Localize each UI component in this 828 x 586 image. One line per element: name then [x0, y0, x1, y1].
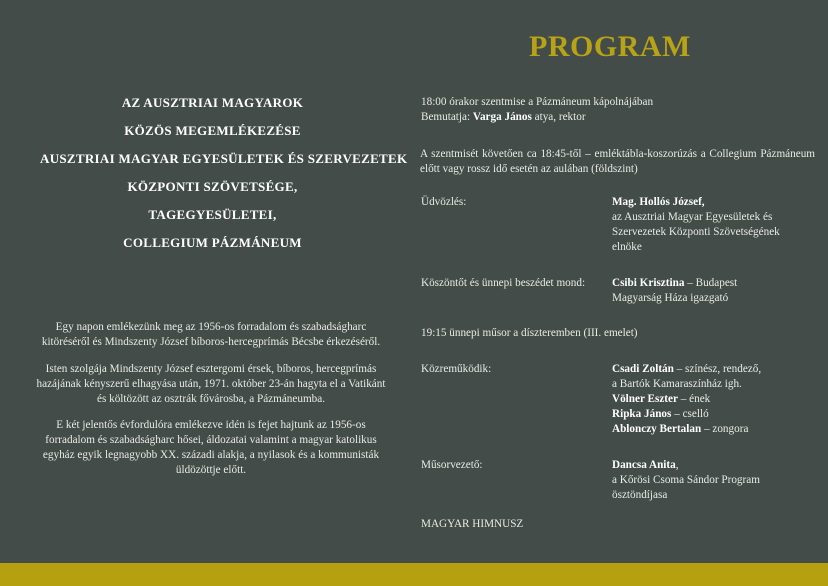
performer-name: Völner Eszter	[612, 393, 678, 405]
performer-role: – cselló	[671, 408, 709, 420]
organizer-line-5: TAGEGYESÜLETEI,	[148, 207, 277, 222]
welcome-role-line-1: az Ausztriai Magyar Egyesületek és	[612, 211, 773, 223]
performer-role: – zongora	[701, 423, 749, 435]
show-line: 19:15 ünnepi műsor a díszteremben (III. emelet)	[421, 327, 638, 339]
speech-role-line-1: – Budapest	[684, 277, 738, 289]
celebrant-role: atya, rektor	[531, 111, 586, 123]
organizer-line-3: AUSZTRIAI MAGYAR EGYESÜLETEK ÉS SZERVEZETEK	[40, 151, 408, 166]
performers-label: Közreműködik:	[421, 363, 492, 375]
performer-1	[612, 362, 761, 377]
performer-2	[612, 392, 710, 407]
page-title: PROGRAM	[529, 30, 691, 63]
celebrant-label: Bemutatja:	[421, 111, 473, 123]
host-name-suffix: ,	[675, 459, 679, 471]
celebrant-name: Varga János	[472, 111, 532, 123]
speech-role-line-2: Magyarság Háza igazgató	[612, 292, 729, 304]
performer-name: Ripka János	[612, 408, 672, 420]
organizer-line-6: COLLEGIUM PÁZMÁNEUM	[123, 235, 302, 250]
performer-role: – színész, rendező,	[673, 363, 762, 375]
intro-paragraph-3: E két jelentős évfordulóra emlékezve idén is fejet hajtunk az 1956-os forradalom és szabadságharc hősei, áldozatai valamint a magyar katolikus egyház egyik legnagyobb XX. századi alakja, a nyilasok és a kommunisták üldözöttje előtt.	[42, 419, 380, 476]
performer-name: Csadi Zoltán	[612, 363, 674, 375]
welcome-role-line-3: elnöke	[612, 241, 642, 253]
welcome-role-line-2: Szervezetek Központi Szövetségének	[612, 226, 780, 238]
performer-role: – ének	[677, 393, 711, 405]
host-role-line-2: ösztöndíjasa	[612, 489, 668, 501]
performer-1-role-line-2: a Bartók Kamaraszínház igh.	[612, 378, 742, 390]
host-role-line-1: a Kőrösi Csoma Sándor Program	[612, 474, 760, 486]
anthem-line: MAGYAR HIMNUSZ	[421, 518, 524, 530]
host-name-line	[612, 458, 679, 473]
performer-4	[612, 422, 748, 437]
performer-3	[612, 407, 709, 422]
organizer-line-1: AZ AUSZTRIAI MAGYAROK	[121, 95, 304, 110]
host-name: Dancsa Anita	[612, 459, 676, 471]
intro-paragraph-1: Egy napon emlékezünk meg az 1956-os forradalom és szabadságharc kitöréséről és Mindszenty József bíboros-hercegprímás Bécsbe érkezéséről.	[41, 321, 381, 348]
intro-paragraph-2: Isten szolgája Mindszenty József esztergomi érsek, bíboros, hercegprímás hazájának kényszerű elhagyása után, 1971. október 23-án hagyta el a Vatikánt és költözött az osztrák fővárosba, a Pázmáneumba.	[36, 363, 386, 405]
mass-line: 18:00 órakor szentmise a Pázmáneum kápolnájában	[421, 96, 654, 108]
speech-speaker	[612, 276, 737, 291]
mass-celebrant	[421, 110, 586, 125]
welcome-name	[612, 195, 705, 210]
performer-name: Ablonczy Bertalan	[612, 423, 702, 435]
organizer-line-4: KÖZPONTI SZÖVETSÉGE,	[127, 179, 298, 194]
welcome-speaker-name: Mag. Hollós József,	[612, 196, 705, 208]
wreath-text: A szentmisét követően ca 18:45-től – emléktábla-koszorúzás a Collegium Pázmáneum előtt vagy rossz idő esetén az aulában (földszint)	[420, 148, 815, 175]
speech-speaker-name: Csibi Krisztina	[612, 277, 685, 289]
bottom-accent-bar	[0, 563, 828, 586]
host-label: Műsorvezető:	[421, 459, 483, 471]
organizer-line-2: KÖZÖS MEGEMLÉKEZÉSE	[124, 123, 301, 138]
welcome-label: Üdvözlés:	[421, 196, 467, 208]
speech-label: Köszöntőt és ünnepi beszédet mond:	[421, 277, 586, 289]
